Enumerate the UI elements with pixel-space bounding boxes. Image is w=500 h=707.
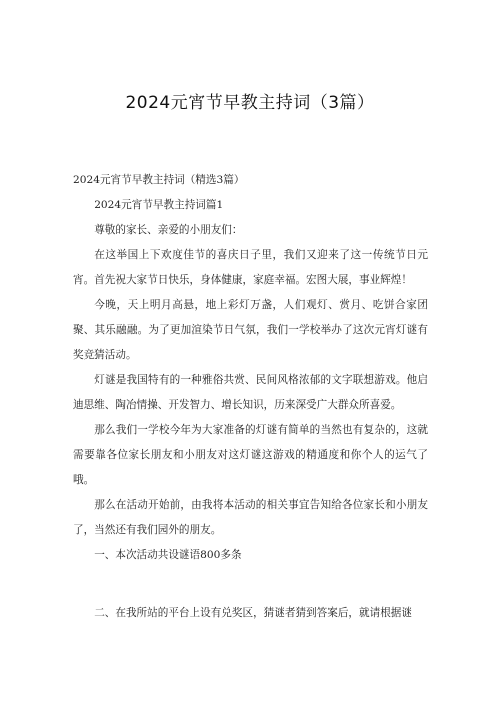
salutation: 尊敬的家长、亲爱的小朋友们： — [94, 224, 243, 236]
list-item: 一、本次活动共设谜语800多条 — [94, 549, 242, 561]
list-item: 二、在我所站的平台上设有兑奖区，猜谜者猜到答案后，就请根据谜 — [94, 607, 412, 619]
document-title: 2024元宵节早教主持词（3篇） — [125, 93, 375, 113]
paragraph: 灯谜是我国特有的一种雅俗共赏、民间风格浓郁的文字联想游戏。他启迪思维、陶冶情操、开发智力、增长知识，历来深受广大群众所喜爱。 — [73, 374, 428, 411]
paragraph: 那么我们一学校今年为大家准备的灯谜有简单的当然也有复杂的，这就需要靠各位家长朋友和小朋友对这灯谜这游戏的精通度和你个人的运气了哦。 — [73, 424, 428, 486]
section-heading: 2024元宵节早教主持词篇1 — [94, 199, 224, 211]
subtitle-line: 2024元宵节早教主持词（精选3篇） — [73, 174, 245, 186]
document-body — [73, 168, 428, 626]
paragraph: 那么在活动开始前，由我将本活动的相关事宜告知给各位家长和小朋友了，当然还有我们园外的朋友。 — [73, 499, 428, 536]
paragraph: 今晚，天上明月高悬，地上彩灯万盏，人们观灯、赏月、吃饼合家团聚、其乐融融。为了更加渲染节日气氛，我们一学校举办了这次元宵灯谜有奖竞猜活动。 — [73, 299, 428, 361]
paragraph: 在这举国上下欢度佳节的喜庆日子里，我们又迎来了这一传统节日元宵。首先祝大家节日快乐，身体健康，家庭幸福。宏图大展，事业辉煌！ — [73, 249, 428, 286]
